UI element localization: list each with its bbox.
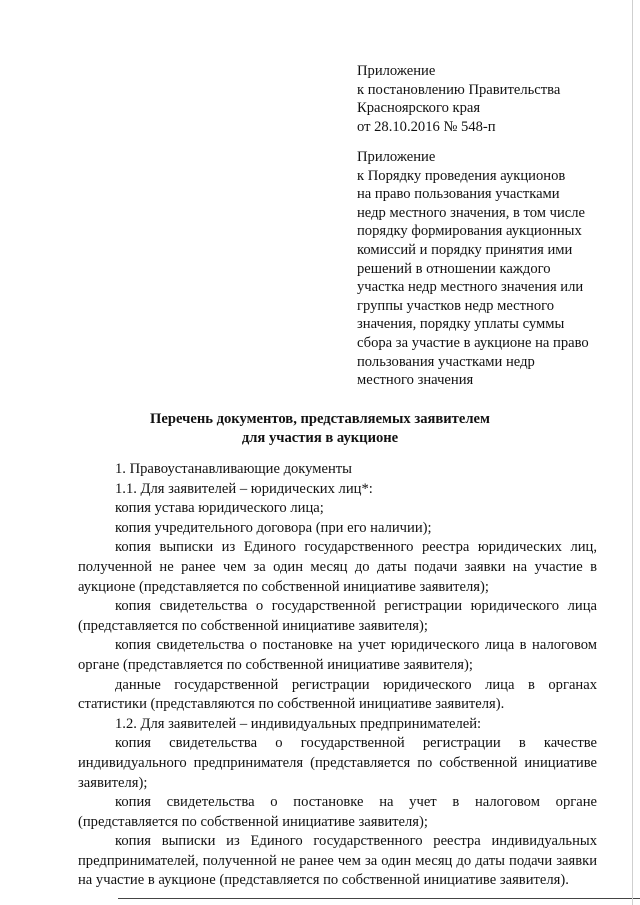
list-item: копия свидетельства о постановке на учет в налоговом органе (представляется по собственной инициативе заявителя); xyxy=(78,794,597,830)
subsection-heading: 1.2. Для заявителей – индивидуальных предпринимателей: xyxy=(115,715,482,732)
appendix-2-line: Приложение xyxy=(357,149,436,165)
appendix-1-line: к постановлению Правительства xyxy=(357,81,561,98)
appendix-2-line: порядку формирования аукционных xyxy=(357,223,582,240)
appendix-2-line: местного значения xyxy=(357,372,474,389)
document-title xyxy=(60,410,580,448)
document-title-line-1: Перечень документов, представляемых заявителем xyxy=(150,411,490,427)
list-item: копия свидетельства о постановке на учет юридического лица в налоговом органе (представляется по собственной инициативе заявителя); xyxy=(78,637,597,673)
list-item: копия учредительного договора (при его наличии); xyxy=(115,519,432,536)
appendix-1-line: Приложение xyxy=(357,63,436,79)
list-item: копия свидетельства о государственной регистрации юридического лица (представляется по собственной инициативе заявителя); xyxy=(78,598,597,634)
list-item: копия свидетельства о государственной регистрации в качестве индивидуального предпринимателя (представляется по собственной инициативе заявителя); xyxy=(78,735,597,791)
appendix-2-line: значения, порядку уплаты суммы xyxy=(357,316,565,333)
list-item: копия выписки из Единого государственного реестра индивидуальных предпринимателей, полученной не ранее чем за один месяц до даты подачи заявки на участие в аукционе (представляется по собственной инициативе заявителя). xyxy=(78,833,597,889)
appendix-2-line: сбора за участие в аукционе на право xyxy=(357,334,589,351)
appendix-header-government xyxy=(357,62,617,136)
appendix-1-line: от 28.10.2016 № 548-п xyxy=(357,118,496,135)
document-title-line-2: для участия в аукционе xyxy=(241,430,399,446)
appendix-2-line: комиссий и порядку принятия ими xyxy=(357,241,573,258)
appendix-2-line: решений в отношении каждого xyxy=(357,260,551,277)
appendix-1-line: Красноярского края xyxy=(357,100,481,117)
list-item: копия устава юридического лица; xyxy=(115,500,324,517)
subsection-heading: 1.1. Для заявителей – юридических лиц*: xyxy=(115,480,373,497)
scan-edge-line xyxy=(632,0,633,905)
footer-divider xyxy=(118,898,640,899)
section-heading: 1. Правоустанавливающие документы xyxy=(115,461,352,477)
appendix-2-line: участка недр местного значения или xyxy=(357,279,584,296)
appendix-2-line: пользования участками недр xyxy=(357,353,535,370)
list-item: данные государственной регистрации юридического лица в органах статистики (представляются по собственной инициативе заявителя). xyxy=(78,676,597,713)
document-body xyxy=(78,460,597,891)
appendix-2-line: недр местного значения, в том числе xyxy=(357,204,585,221)
appendix-2-line: группы участков недр местного xyxy=(357,297,555,314)
appendix-2-line: на право пользования участками xyxy=(357,186,560,203)
appendix-2-line: к Порядку проведения аукционов xyxy=(357,167,566,184)
appendix-header-procedure xyxy=(357,148,617,390)
list-item: копия выписки из Единого государственного реестра юридических лиц, полученной не ранее чем за один месяц до даты подачи заявки на участие в аукционе (представляется по собственной инициативе заявителя); xyxy=(78,539,597,595)
